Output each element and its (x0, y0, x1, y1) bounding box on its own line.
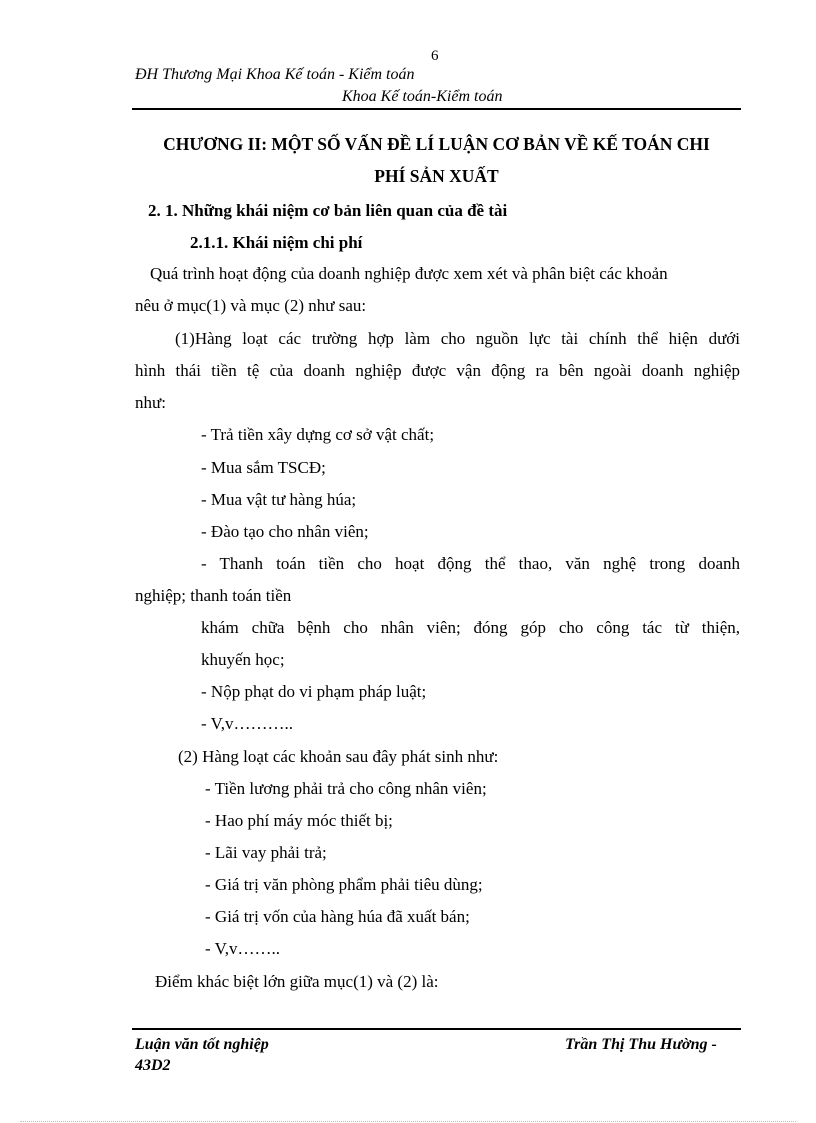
page-bottom-dotted-line (20, 1121, 796, 1122)
paragraph-1-line-3: như: (135, 393, 166, 412)
chapter-title-line-2: PHÍ SẢN XUẤT (374, 166, 499, 186)
list-1-item: - V,v……….. (201, 714, 293, 733)
footer-left-line-2: 43D2 (135, 1057, 171, 1074)
subsection-heading: 2.1.1. Khái niệm chi phí (190, 233, 363, 252)
footer-left-line-1: Luận văn tốt nghiệp (135, 1036, 269, 1053)
list-1-long-item-line-3: khám chữa bệnh cho nhân viên; đóng góp cho công tác từ thiện, (201, 618, 740, 637)
list-2-item: - Hao phí máy móc thiết bị; (205, 811, 393, 830)
list-1-item: - Trả tiền xây dựng cơ sở vật chất; (201, 425, 435, 444)
paragraph-1-line-2: hình thái tiền tệ của doanh nghiệp được vận động ra bên ngoài doanh nghiệp (135, 361, 740, 380)
list-1-long-item-line-2: nghiệp; thanh toán tiền (135, 586, 292, 605)
header-rule (132, 108, 741, 110)
page-number: 6 (431, 48, 439, 64)
list-1-long-item-line-1: - Thanh toán tiền cho hoạt động thể thao, văn nghệ trong doanh (201, 554, 740, 573)
list-2-item: - Tiền lương phải trả cho công nhân viên; (205, 779, 487, 798)
list-1-item: - Mua sắm TSCĐ; (201, 458, 326, 477)
intro-line-1: Quá trình hoạt động của doanh nghiệp được xem xét và phân biệt các khoản (150, 264, 668, 283)
footer-rule (132, 1028, 741, 1030)
list-1-item: - Nộp phạt do vi phạm pháp luật; (201, 682, 427, 701)
list-2-item: - V,v…….. (205, 939, 280, 958)
paragraph-2-heading: (2) Hàng loạt các khoản sau đây phát sinh như: (178, 747, 499, 766)
list-1-item: - Mua vật tư hàng húa; (201, 490, 357, 509)
header-line-2: Khoa Kế toán-Kiểm toán (342, 88, 503, 105)
list-2-item: - Giá trị văn phòng phẩm phải tiêu dùng; (205, 875, 483, 894)
header-line-1: ĐH Thương Mại Khoa Kế toán - Kiểm toán (135, 66, 415, 83)
intro-line-2: nêu ở mục(1) và mục (2) như sau: (135, 296, 367, 315)
list-2-item: - Giá trị vốn của hàng húa đã xuất bán; (205, 907, 470, 926)
paragraph-1-line-1: (1)Hàng loạt các trường hợp làm cho nguồn lực tài chính thể hiện dưới (175, 329, 740, 348)
list-1-long-item-line-4: khuyến học; (201, 650, 285, 669)
footer-right: Trần Thị Thu Hường - (565, 1036, 717, 1053)
closing-line: Điểm khác biệt lớn giữa mục(1) và (2) là: (155, 972, 439, 991)
list-2-item: - Lãi vay phải trả; (205, 843, 327, 862)
list-1-item: - Đào tạo cho nhân viên; (201, 522, 369, 541)
chapter-title-line-1: CHƯƠNG II: MỘT SỐ VẤN ĐỀ LÍ LUẬN CƠ BẢN VỀ KẾ TOÁN CHI (163, 134, 710, 154)
section-heading: 2. 1. Những khái niệm cơ bản liên quan của đề tài (148, 201, 508, 220)
